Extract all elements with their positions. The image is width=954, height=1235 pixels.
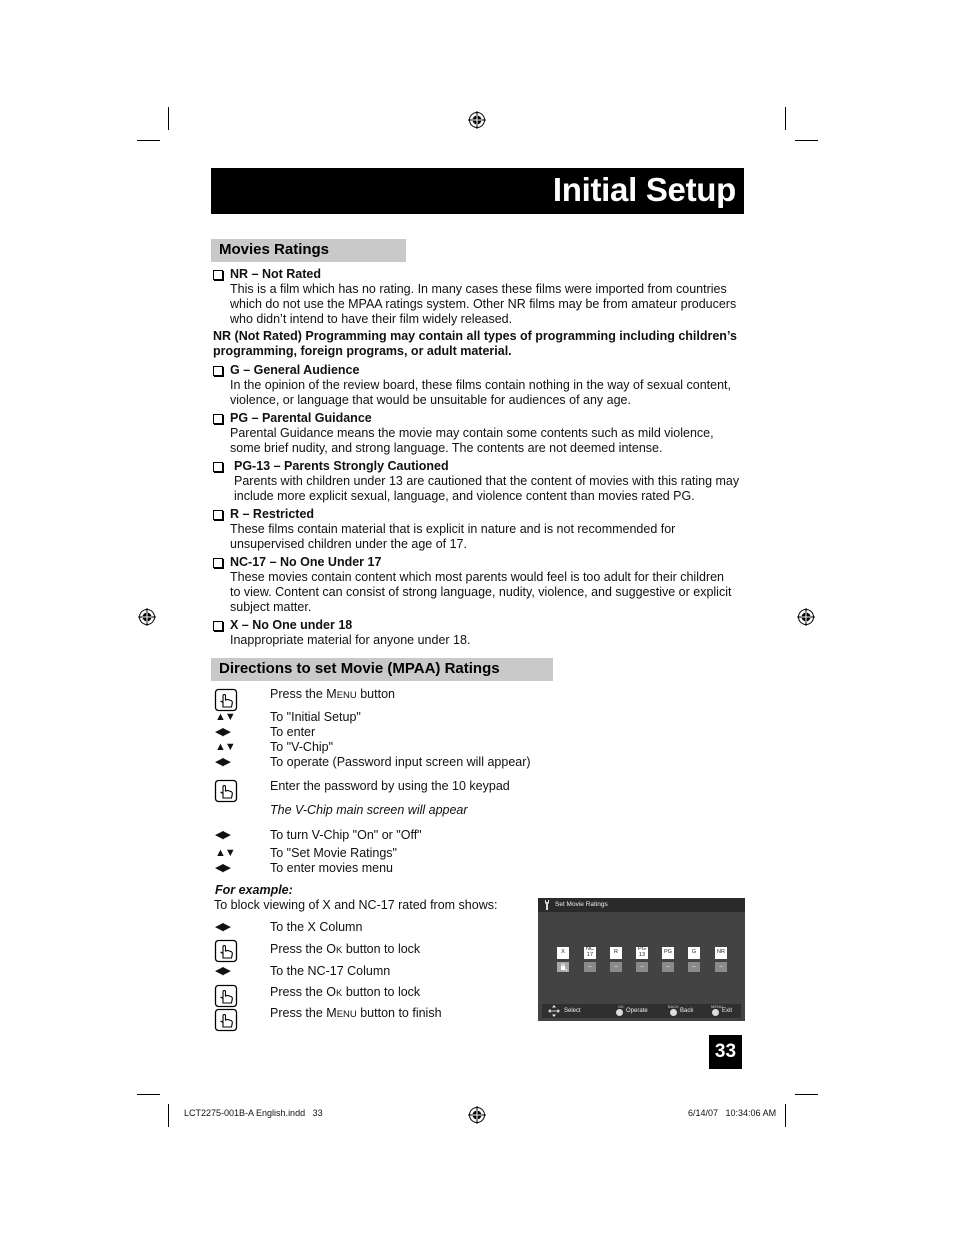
step-text-part: button to lock (342, 985, 421, 999)
desc-line: to view. Content can consist of strong language, nudity, violence, and suggestive or explicit (230, 585, 732, 600)
rating-description (234, 474, 739, 504)
checkbox-bullet-icon (212, 411, 224, 423)
desc-line: Inappropriate material for anyone under 18. (230, 633, 471, 647)
desc-line: which do not use the MPAA ratings system. Other NR films may be from amateur producers (230, 297, 737, 312)
desc-line: include more explicit sexual, language, and violence content than movies rated PG. (234, 489, 695, 504)
footer-menu-tag: MENU (711, 1004, 723, 1009)
section-heading-movies-ratings (211, 239, 406, 262)
lock-state-x (557, 962, 569, 972)
step-text: To "Initial Setup" (270, 710, 361, 724)
example-intro: To block viewing of X and NC-17 rated from shows: (214, 898, 498, 912)
desc-line: some brief nudity, and strong language. The contents are not deemed intense. (230, 441, 663, 456)
desc-line: In the opinion of the review board, these films contain nothing in the way of sexual content, (230, 378, 732, 392)
back-button-icon (670, 1009, 677, 1016)
step-press-menu (270, 1006, 442, 1020)
lock-state-pg13: – (636, 962, 648, 972)
desc-line: who didn’t intend to have their film widely released. (230, 312, 513, 327)
checkbox-bullet-icon (212, 267, 224, 279)
hand-press-icon (214, 984, 238, 1008)
desc-line: violence, or language that would be unsuitable for audiences of any age. (230, 393, 631, 408)
page-title: Initial Setup (552, 171, 736, 208)
step-press-menu (270, 687, 395, 701)
section-heading-text: Movies Ratings (219, 241, 330, 258)
crop-mark (137, 140, 160, 141)
hand-press-icon (214, 688, 238, 712)
section-heading-directions (211, 658, 553, 681)
crop-mark (795, 1094, 818, 1095)
title-banner (211, 168, 744, 214)
step-text: To enter (270, 725, 316, 739)
rating-description (230, 633, 470, 648)
footer-file-name: LCT2275-001B-A English.indd 33 (184, 1108, 323, 1118)
footer-exit-label: Exit (722, 1008, 733, 1014)
rating-box-r: R (610, 947, 622, 959)
up-down-arrows-icon: ▲▼ (215, 847, 235, 859)
left-right-arrows-icon: ◀▶ (215, 726, 230, 738)
rating-description (230, 570, 731, 616)
step-text-smallcaps: K (336, 945, 343, 956)
desc-line: subject matter. (230, 600, 312, 615)
rating-title: PG-13 – Parents Strongly Cautioned (234, 459, 449, 473)
wrench-icon (544, 900, 550, 910)
up-down-arrows-icon: ▲▼ (215, 711, 235, 723)
checkbox-bullet-icon (212, 459, 224, 471)
desc-line: Parents with children under 13 are cautioned that the content of movies with this rating may (234, 474, 740, 488)
rating-box-x: X (557, 947, 569, 959)
left-right-arrows-icon: ◀▶ (215, 756, 230, 768)
tv-screen-header (538, 898, 745, 912)
rating-box-g: G (688, 947, 700, 959)
registration-mark-icon (468, 1106, 486, 1124)
step-press-ok (270, 985, 420, 999)
rating-box-nc17: NC 17 (584, 947, 596, 959)
rating-title: PG – Parental Guidance (230, 411, 372, 425)
desc-line: Parental Guidance means the movie may contain some contents such as mild violence, (230, 426, 714, 440)
up-down-arrows-icon: ▲▼ (215, 741, 235, 753)
rating-box-pg: PG (662, 947, 674, 959)
left-right-arrows-icon: ◀▶ (215, 862, 230, 874)
tv-screen-set-movie-ratings (538, 898, 745, 1021)
example-label: For example: (215, 883, 293, 897)
rating-description (230, 426, 714, 456)
checkbox-bullet-icon (212, 363, 224, 375)
nr-warning-note (213, 329, 748, 359)
footer-back-tag: BACK (668, 1004, 679, 1009)
step-text-part: button to lock (342, 942, 421, 956)
step-text-part: Press the O (270, 942, 336, 956)
step-text-part: button (356, 687, 395, 701)
crop-mark (168, 107, 169, 130)
checkbox-bullet-icon (212, 618, 224, 630)
rating-title: NC-17 – No One Under 17 (230, 555, 382, 569)
hand-press-icon (214, 1008, 238, 1032)
crop-mark (795, 140, 818, 141)
rating-box-pg13: PG 13 (636, 947, 648, 959)
step-text-part: Press the M (270, 1006, 337, 1020)
hand-press-icon (214, 939, 238, 963)
step-text: To the NC-17 Column (270, 964, 391, 978)
lock-state-nc17: – (584, 962, 596, 972)
section-heading-text: Directions to set Movie (MPAA) Ratings (219, 660, 500, 677)
footer-select-label: Select (564, 1008, 581, 1014)
step-note: The V-Chip main screen will appear (270, 803, 468, 817)
dpad-icon (548, 1005, 560, 1017)
step-text: To turn V-Chip "On" or "Off" (270, 828, 422, 842)
left-right-arrows-icon: ◀▶ (215, 965, 230, 977)
crop-mark (168, 1104, 169, 1127)
ok-button-icon (616, 1009, 623, 1016)
rating-title: G – General Audience (230, 363, 360, 377)
rating-title: R – Restricted (230, 507, 315, 521)
page-number: 33 (709, 1035, 742, 1069)
step-press-ok (270, 942, 420, 956)
desc-line: These movies contain content which most parents would feel is too adult for their children (230, 570, 725, 584)
desc-line: This is a film which has no rating. In many cases these films were imported from countries (230, 282, 727, 296)
footer-operate-label: Operate (626, 1008, 648, 1014)
registration-mark-icon (797, 608, 815, 626)
rating-title: X – No One under 18 (230, 618, 353, 632)
desc-line: These films contain material that is explicit in nature and is not recommended for (230, 522, 676, 536)
rating-description (230, 282, 736, 328)
note-line: NR (Not Rated) Programming may contain all types of programming including children’s (213, 329, 737, 343)
step-text: To enter movies menu (270, 861, 393, 875)
tv-screen-title: Set Movie Ratings (555, 901, 608, 908)
left-right-arrows-icon: ◀▶ (215, 829, 230, 841)
step-text: To operate (Password input screen will appear) (270, 755, 531, 769)
step-text-part: Press the O (270, 985, 336, 999)
desc-line: unsupervised children under the age of 17. (230, 537, 467, 552)
checkbox-bullet-icon (212, 507, 224, 519)
crop-mark (137, 1094, 160, 1095)
lock-state-r: – (610, 962, 622, 972)
step-text-part: button to finish (356, 1006, 442, 1020)
step-text: To "V-Chip" (270, 740, 334, 754)
footer-back-label: Back (680, 1008, 694, 1014)
lock-state-nr: – (715, 962, 727, 972)
step-text-part: Press the M (270, 687, 337, 701)
tv-screen-footer (542, 1004, 741, 1018)
note-line: programming, foreign programs, or adult material. (213, 344, 512, 359)
step-text: Enter the password by using the 10 keypad (270, 779, 510, 793)
step-text-smallcaps: K (336, 988, 343, 999)
crop-mark (785, 1104, 786, 1127)
registration-mark-icon (468, 111, 486, 129)
step-text: To "Set Movie Ratings" (270, 846, 397, 860)
lock-state-pg: – (662, 962, 674, 972)
rating-title: NR – Not Rated (230, 267, 321, 281)
footer-ok-tag: OK (618, 1004, 624, 1009)
lock-state-g: – (688, 962, 700, 972)
step-text-smallcaps: ENU (336, 690, 357, 701)
rating-description (230, 378, 731, 408)
step-text: To the X Column (270, 920, 363, 934)
rating-box-nr: NR (715, 947, 727, 959)
registration-mark-icon (138, 608, 156, 626)
lock-icon (557, 962, 569, 972)
step-text-smallcaps: ENU (336, 1009, 357, 1020)
footer-timestamp: 6/14/07 10:34:06 AM (688, 1108, 777, 1118)
hand-press-icon (214, 779, 238, 803)
left-right-arrows-icon: ◀▶ (215, 921, 230, 933)
checkbox-bullet-icon (212, 555, 224, 567)
crop-mark (785, 107, 786, 130)
rating-description (230, 522, 675, 552)
menu-button-icon (712, 1009, 719, 1016)
